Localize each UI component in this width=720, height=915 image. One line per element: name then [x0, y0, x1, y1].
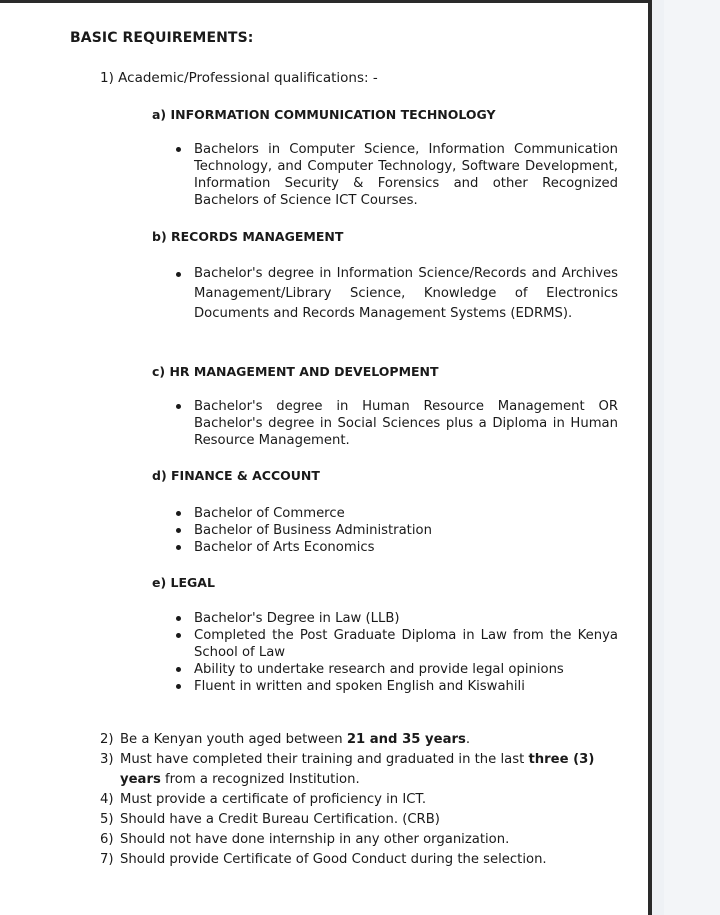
section-title-finance: d) FINANCE & ACCOUNT [152, 468, 320, 483]
item-text: from a recognized Institution. [160, 772, 360, 787]
item-text: Should provide Certificate of Good Conduct during the selection. [120, 852, 547, 867]
requirement-item [100, 830, 620, 850]
item-number: 3) [100, 752, 114, 767]
list-item: Bachelor's degree in Information Science/Records and Archives Management/Library Science, Knowledge of Electronics Documents and Records Management Systems (EDRMS). [176, 264, 618, 324]
bullets-records [176, 264, 618, 324]
list-item: Bachelor of Business Administration [176, 522, 618, 539]
item-number: 7) [100, 852, 114, 867]
numbered-requirements [100, 730, 620, 870]
item-number: 4) [100, 792, 114, 807]
item-text: Must have completed their training and graduated in the last [120, 752, 529, 767]
requirement-item [100, 750, 620, 790]
requirement-item [100, 850, 620, 870]
bullets-finance [176, 505, 618, 556]
item-number: 2) [100, 732, 114, 747]
list-item: Bachelor of Commerce [176, 505, 618, 522]
requirement-item [100, 810, 620, 830]
list-item: Bachelors in Computer Science, Information Communication Technology, and Computer Technology, Software Development, Information Security & Forensics and other Recognized Bachelors of Science ICT Courses. [176, 141, 618, 209]
item-text: Should not have done internship in any other organization. [120, 832, 510, 847]
bullets-hr [176, 398, 618, 449]
item-bold-text: three (3) years [120, 752, 595, 787]
list-item: Completed the Post Graduate Diploma in Law from the Kenya School of Law [176, 627, 618, 661]
list-item: Bachelor's Degree in Law (LLB) [176, 610, 618, 627]
section-title-legal: e) LEGAL [152, 575, 215, 590]
requirement-item [100, 790, 620, 810]
list-item: Bachelor's degree in Human Resource Management OR Bachelor's degree in Social Sciences plus a Diploma in Human Resource Management. [176, 398, 618, 449]
requirement-item [100, 730, 620, 750]
bullets-ict [176, 141, 618, 209]
item-bold-text: 21 and 35 years [346, 732, 466, 747]
list-item: Bachelor of Arts Economics [176, 539, 618, 556]
section-title-hr: c) HR MANAGEMENT AND DEVELOPMENT [152, 364, 439, 379]
item-number: 5) [100, 812, 114, 827]
section-title-ict: a) INFORMATION COMMUNICATION TECHNOLOGY [152, 107, 496, 122]
section-title-records: b) RECORDS MANAGEMENT [152, 229, 344, 244]
subheading: 1) Academic/Professional qualifications: - [100, 70, 378, 86]
bullets-legal [176, 610, 618, 695]
item-number: 6) [100, 832, 114, 847]
list-item: Fluent in written and spoken English and Kiswahili [176, 678, 618, 695]
item-text: Should have a Credit Bureau Certification. (CRB) [120, 812, 440, 827]
viewer-background [664, 0, 720, 915]
heading: BASIC REQUIREMENTS: [70, 30, 254, 46]
list-item: Ability to undertake research and provide legal opinions [176, 661, 618, 678]
item-text: Must provide a certificate of proficiency in ICT. [120, 792, 427, 807]
item-text: . [465, 732, 471, 747]
item-text: Be a Kenyan youth aged between [120, 732, 347, 747]
